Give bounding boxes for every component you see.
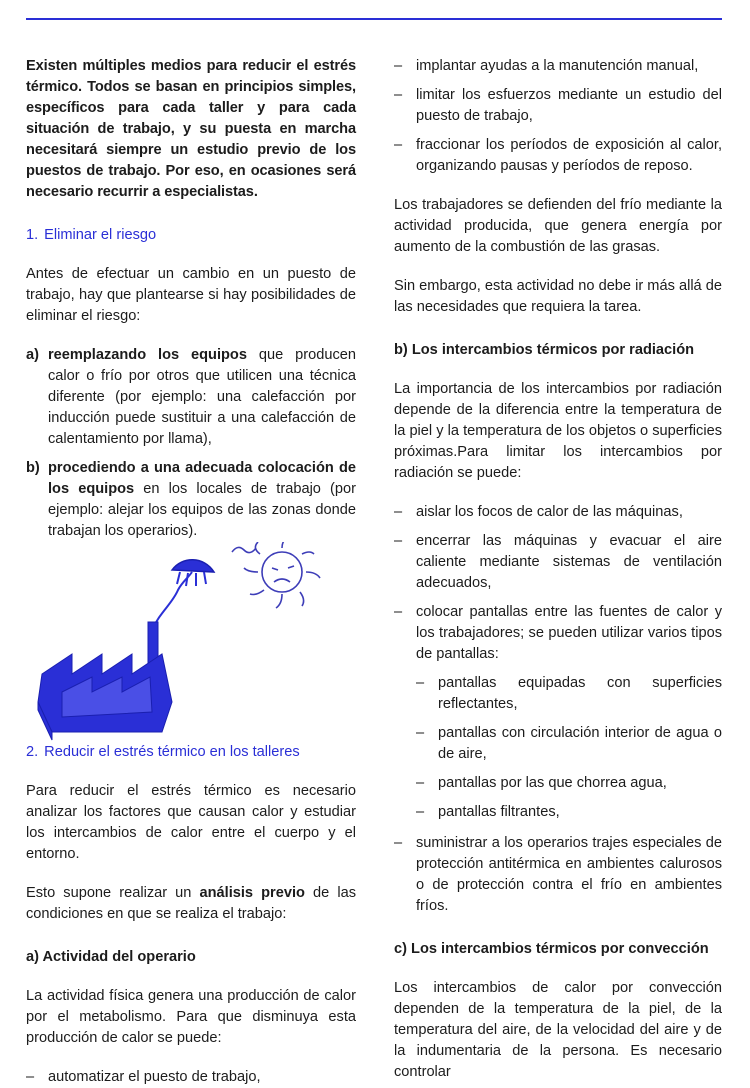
list-item [394,673,722,715]
subsection-c-heading: c) Los intercambios térmicos por convección [394,941,709,957]
list-marker: – [416,725,425,741]
list-item-text: colocar pantallas entre las fuentes de calor y los trabajadores; se pueden utilizar varios tipos de pantallas: [416,604,722,662]
list-marker: – [394,504,403,520]
sun-icon [232,542,320,608]
list-item [394,85,722,127]
list-marker: – [416,804,425,820]
cold-paragraph: Los trabajadores se defienden del frío mediante la actividad producida, que genera energía por aumento de la combustión de las grasas. [394,197,722,255]
list-item [394,833,722,917]
section-2-heading [26,742,356,763]
section-1-heading [26,225,356,246]
screen-types-list [394,673,722,823]
activity-list-left [26,1067,356,1088]
list-item [394,802,722,823]
list-item-text: pantallas equipadas con superficies reflectantes, [438,675,722,712]
list-item-bold: procediendo a una adecuada colocación de los equipos [48,460,356,497]
list-marker: b) [26,460,40,476]
list-item-text: que producen calor o frío por otros que utilicen una técnica diferente (por ejemplo: una calefacción por inducción puede sustituir a una calefacción de calentamiento por llama), [48,347,356,447]
list-item-text: suministrar a los operarios trajes especiales de protección antitérmica en ambientes calurosos o de protección contra el frío en ambientes fríos. [416,835,722,914]
paragraph-bold: análisis previo [199,885,305,901]
list-marker: – [394,58,403,74]
list-marker: a) [26,347,39,363]
section-2-paragraph-2 [26,883,356,925]
list-marker: – [394,533,403,549]
list-item [394,723,722,765]
list-marker: – [394,87,403,103]
top-rule [26,18,722,20]
subsection-a-heading: a) Actividad del operario [26,949,196,965]
list-item [26,1067,356,1088]
list-item-text: automatizar el puesto de trabajo, [48,1069,261,1085]
section-1-list [26,345,356,542]
left-column [26,56,356,1088]
limit-paragraph: Sin embargo, esta actividad no debe ir más allá de las necesidades que requiera la tarea. [394,278,722,315]
subsection-b-heading: b) Los intercambios térmicos por radiación [394,342,695,358]
list-item [394,135,722,177]
list-marker: – [394,137,403,153]
list-item [26,345,356,450]
heater-icon [172,560,214,586]
list-item-text: implantar ayudas a la manutención manual, [416,58,699,74]
list-item-text: pantallas por las que chorrea agua, [438,775,667,791]
list-item-text: en los locales de trabajo (por ejemplo: alejar los equipos de las zonas donde trabajan los operarios). [48,481,356,539]
list-item [394,56,722,77]
paragraph-text: de las condiciones en que se realiza el trabajo: [26,885,356,922]
list-item-text: pantallas con circulación interior de agua o de aire, [438,725,722,762]
list-item-text: aislar los focos de calor de las máquinas, [416,504,683,520]
factory-icon [38,622,172,740]
list-item-text: encerrar las máquinas y evacuar el aire caliente mediante sistemas de ventilación adecuados, [416,533,722,591]
section-1-paragraph: Antes de efectuar un cambio en un puesto de trabajo, hay que plantearse si hay posibilidades de eliminar el riesgo: [26,266,356,324]
section-1-title: Eliminar el riesgo [44,227,157,243]
list-marker: – [26,1069,35,1085]
list-item [26,458,356,542]
intro-paragraph: Existen múltiples medios para reducir el estrés térmico. Todos se basan en principios simples, específicos para cada taller y para cada situación de trabajo, y su puesta en marcha necesitará siempre un estudio previo de los puestos de trabajo. Por eso, en ocasiones será necesario recurrir a especialistas. [26,58,356,200]
factory-sun-illustration [32,542,362,742]
subsection-a-paragraph: La actividad física genera una producción de calor por el metabolismo. Para que disminuya esta producción de calor se puede: [26,988,356,1046]
subsection-b-paragraph: La importancia de los intercambios por radiación depende de la diferencia entre la temperatura de la piel y la temperatura de los objetos o superficies próximas.Para limitar los intercambios por radiación se puede: [394,381,722,481]
list-marker: – [394,604,403,620]
list-marker: – [416,675,425,691]
list-item [394,502,722,523]
list-item-text: pantallas filtrantes, [438,804,560,820]
list-item-text: limitar los esfuerzos mediante un estudio del puesto de trabajo, [416,87,722,124]
section-2-paragraph-1: Para reducir el estrés térmico es necesario analizar los factores que causan calor y estudiar los intercambios de calor entre el cuerpo y el entorno. [26,783,356,862]
list-marker: – [416,775,425,791]
right-column [394,56,722,1083]
list-item [394,602,722,665]
list-item [394,773,722,794]
radiation-list-end [394,833,722,917]
paragraph-text: Esto supone realizar un [26,885,200,901]
radiation-list [394,502,722,665]
list-marker: – [394,835,403,851]
section-1-number: 1. [26,227,39,243]
subsection-c-paragraph: Los intercambios de calor por convección dependen de la temperatura de la piel, de la temperatura del aire, de la velocidad del aire y de la indumentaria de la persona. Es necesario controlar [394,980,722,1080]
section-2-title: Reducir el estrés térmico en los talleres [44,744,300,760]
list-item-bold: reemplazando los equipos [48,347,247,363]
activity-list-right [394,56,722,177]
list-item-text: fraccionar los períodos de exposición al calor, organizando pausas y períodos de reposo. [416,137,722,174]
section-2-number: 2. [26,744,39,760]
list-item [394,531,722,594]
